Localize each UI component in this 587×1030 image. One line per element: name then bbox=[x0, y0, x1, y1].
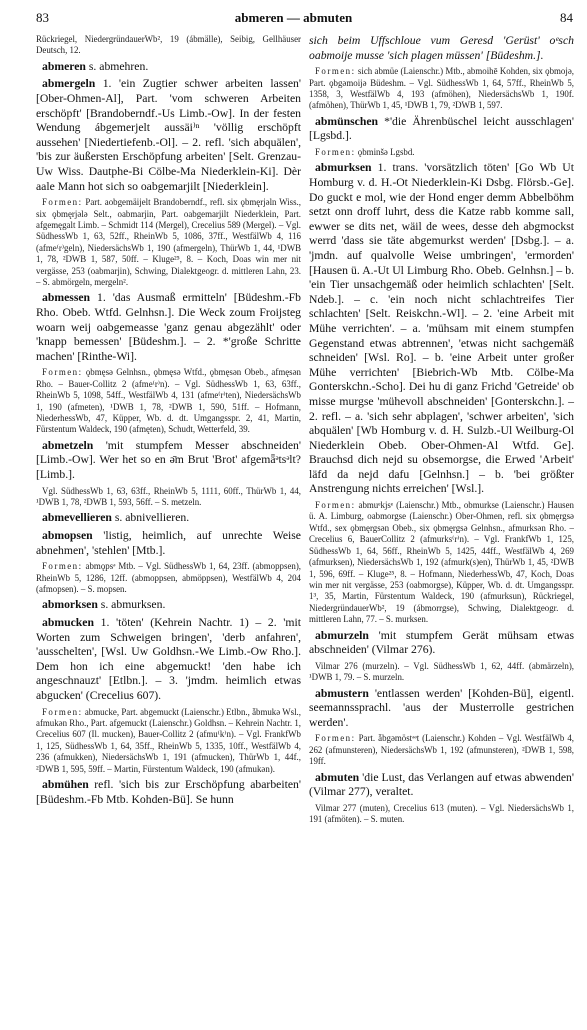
entry-definition: 1. trans. 'vorsätzlich töten' [Go Wb Ut Homburg v. d. H.-Ot Niederklein-Ki Dsbg. Flörsb.-Ge]. Do guckt e mol, wie der Hond enger demm Abbelböhm setzt onn droff luhrt, dess die Katze rabb komme sall, ewwer se dits net, wäil de wees, desse deh abgmockst werrd 'dass sie täte abgemurkst werden' [Dsbg.]. – a. 'jmdn. auf qualvolle Weise umbringen', 'ermorden' [Hausen ü. A.-Ut Ul Limburg Rho. Obeb. Gelnhsn.] – b. 'ein Tier unsachgemäß oder heimlich schlachten' [Selt. Ndeb.]. – c. 'ein noch nicht schlachtreifes Tier schlachten' [Selt. Reiskchn.-Wl]. – 2. 'eine Arbeit mit Mühe verrichten'. – a. 'mühsam mit einem stumpfen Gegenstand etwas abtrennen', 'etwas nicht sachgemäß schneiden' [Wsl. Ro]. – b. 'eine Arbeit unter großer Mühe verrichten' [Biebrich-Wb Mtb. Cölbe-Ma Gonterskchn.-Scho]. Dei hu di ganz Frichd 'Getreide' ob misse murgse 'mühevoll abschneiden' [Gonterskchn.]. – 2. refl. – a. 'sich sehr abplagen', 'schwer arbeiten', 'sich abquälen' [Wb Homburg v. d. H. Sulzb.-Ul Weilburg-Ol Niederklein Obeb. Ober-Ohmen-Al Wtfd. Ge]. Brauchsd dich nejd su obsemorgse, die Erwed 'Arbeit' läfd da nejd dafu [Gelnhsn.] – b. 'bei größter Anstrengung nichts erreichen' [Wsl.]. bbox=[309, 161, 574, 496]
forms-label: Formen: bbox=[42, 561, 83, 572]
dictionary-entry bbox=[36, 511, 301, 526]
dictionary-entry bbox=[36, 529, 301, 558]
page-header bbox=[0, 10, 587, 32]
forms-continuation: Rückriegel, NiedergründauerWb², 19 (ábmälle), Seibig, Gellhäuser Deutsch, 12. bbox=[36, 34, 301, 56]
forms-note bbox=[309, 733, 574, 767]
forms-note bbox=[36, 486, 301, 509]
dictionary-entry bbox=[36, 616, 301, 704]
forms-text: abmuᵉkjsᵉ (Laienschr.) Mtb., obmurkse (Laienschr.) Hausen ü. A. Limburg, oabmorgse (Laienschr.) Ober-Ohmen, refl. six ǫbmęrgsǝ Wtfd., sex ǫbmęrgsǝn Obeb., six ǫbmęrgsǝ Gelnhsn., afmurksǝn Rho. – Crecelius 6, BauerCollitz 2 (afmurks⁽r⁾n). – Vgl. FrankfWb 1, 125, SüdhessWb 1, 64, 56ff., RheinWb 5, 1425, 44ff., WestfälWb 4, 269 (afmurksen), NiedersächsWb 1, 192 (afmurk(s)en), ThürWb 1, 45, ²DWB 1, 596, 69ff. – Kluge²⁵, 8. – Hofmann, NiederhessWb, 47, Koch, Doas win mer nit vergässe, 253 (oabmorgse), Küpper, Wb. d. dt. Umgangsspr. 1³, 35, Martin, Fürstentum Waldeck, 190 (afmurksun), Rückriegel, NiedergründauerWb², 19 (ábmorrgse), Schwing, Dialektgeogr. d. mittleren Lahn, 77. – S. murksen. bbox=[309, 500, 574, 625]
running-headwords: abmeren — abmuten bbox=[234, 10, 353, 25]
dictionary-entry bbox=[36, 77, 301, 194]
forms-label: Formen: bbox=[315, 733, 356, 744]
entry-definition: 'entlassen werden' [Kohden-Bü], eigentl. seemannssprachl. 'aus der Musterrolle gestrichen werden'. bbox=[309, 686, 574, 729]
right-column bbox=[309, 34, 574, 829]
entry-definition: 'mit stumpfem Messer abschneiden' [Limb.-Ow]. Wer het so en ǝ̄m Brut 'Brot' afgemǟᵊtsᵊlt? [Limb.]. bbox=[36, 438, 301, 481]
left-column bbox=[36, 34, 301, 810]
dictionary-entry bbox=[36, 291, 301, 364]
entry-definition: 'die Lust, das Verlangen auf etwas abwenden' (Vilmar 277), veraltet. bbox=[309, 770, 574, 799]
forms-note bbox=[309, 661, 574, 684]
forms-text: Vilmar 277 (muten), Crecelius 613 (muten). – Vgl. NiedersächsWb 1, 191 (afmöten). – S. muten. bbox=[309, 802, 574, 825]
forms-text: sich abmüe (Laienschr.) Mtb., abmoihē Kohden, six ǫbmojǝ, Part. ǫbgǝmoijǝ Büdeshm. – Vgl. SüdhessWb 1, 64, 57ff., RheinWb 5, 1358, 3, WestfälWb 4, 193 (afmöhen), NiedersächsWb 1, 190f. (afmöhen), ThürWb 1, 45, ¹DWB 1, 79, ²DWB 1, 597. bbox=[309, 66, 574, 111]
dictionary-entry bbox=[36, 778, 301, 807]
dictionary-entry bbox=[309, 629, 574, 658]
forms-text: ǫbminšǝ Lgsbd. bbox=[355, 147, 415, 157]
entry-definition: *'die Ährenbüschel leicht ausschlagen' [Lgsbd.]. bbox=[309, 114, 574, 143]
forms-text: Vgl. SüdhessWb 1, 63, 63ff., RheinWb 5, 1111, 60ff., ThürWb 1, 44, ¹DWB 1, 78, ²DWB 1, 593, 56ff. – S. metzeln. bbox=[36, 485, 301, 507]
forms-label: Formen: bbox=[315, 147, 356, 157]
headword: abmünschen bbox=[315, 114, 379, 128]
dictionary-entry bbox=[36, 598, 301, 613]
continuation-text: sich beim Uffschloue vum Geresd 'Gerüst' oᵉsch oabmoije musse 'sich plagen müssen' [Büdeshm.]. bbox=[309, 34, 574, 62]
forms-text: abmǫpsᵊ Mtb. – Vgl. SüdhessWb 1, 64, 23ff. (abmoppsen), RheinWb 5, 1286, 12ff. (abmoppsen, abmöppsen), WestfälWb 4, 204 (afmopsen). – S. mopsen. bbox=[36, 561, 301, 594]
headword: abmurksen bbox=[315, 161, 372, 175]
headword: abmergeln bbox=[42, 77, 96, 91]
entry-definition: 'mit stumpfem Gerät mühsam etwas abschneiden' (Vilmar 276). bbox=[309, 628, 574, 657]
headword: abmuten bbox=[315, 770, 360, 784]
entry-definition: refl. 'sich bis zur Erschöpfung abarbeiten' [Büdeshm.-Fb Mtb. Kohden-Bü]. Se hunn bbox=[36, 778, 301, 806]
dictionary-entry bbox=[36, 60, 301, 75]
dictionary-entry bbox=[36, 439, 301, 483]
forms-note bbox=[36, 367, 301, 435]
entry-definition: 'listig, heimlich, auf unrechte Weise abnehmen', 'stehlen' [Mtb.]. bbox=[36, 529, 301, 557]
page-number-right: 84 bbox=[560, 10, 573, 25]
forms-text: Vilmar 276 (murzeln). – Vgl. SüdhessWb 1, 62, 44ff. (abmärzeln), ¹DWB 1, 79. – S. murzeln. bbox=[309, 660, 574, 683]
forms-note bbox=[36, 707, 301, 775]
headword: abmucken bbox=[42, 616, 94, 629]
headword: abmevellieren bbox=[42, 511, 112, 525]
headword: abmessen bbox=[42, 291, 91, 305]
headword: abmetzeln bbox=[42, 438, 94, 452]
headword: abmühen bbox=[42, 778, 89, 791]
forms-note bbox=[309, 803, 574, 826]
forms-note bbox=[309, 500, 574, 625]
headword: abmopsen bbox=[42, 529, 93, 542]
dictionary-entry bbox=[309, 161, 574, 497]
entry-definition: s. abnivellieren. bbox=[111, 511, 190, 525]
forms-label: Formen: bbox=[315, 500, 356, 511]
forms-text: Part. ǡbgǝmöstᵊᵊt (Laienschr.) Kohden – Vgl. WestfälWb 4, 262 (afmunsteren), NiedersächsWb 1, 192 (afmunsteren), ²DWB 1, 598, 19ff. bbox=[309, 733, 574, 767]
forms-text: abmucke, Part. abgemuckt (Laienschr.) Etlbn., ǡbmukǝ Wsl., afmukǝn Rho., Part. afgemuckt (Laienschr.) Goldhsn. – Kehrein Nachtr. 1, Crecelius 607 (Il. mucken), Bauer-Collitz 2 (afmu⁽k⁾n). – Vgl. FrankfWb 1, 125, SüdhessWb 1, 64, 35ff., RheinWb 5, 1335, 10ff., WestfälWb 4, 236 (afmukken), NiedersächsWb 1, 191 (afmucken), ThürWb 1, 44f., ²DWB 1, 595, 59ff. – Martin, Fürstentum Waldeck, 190 (afmukǝn). bbox=[36, 706, 301, 774]
dictionary-entry bbox=[309, 687, 574, 731]
forms-label: Formen: bbox=[42, 197, 83, 208]
forms-note bbox=[36, 197, 301, 288]
entry-definition: 1. 'töten' (Kehrein Nachtr. 1) – 2. 'mit Worten zum Schweigen bringen', 'derb anfahren', 'ausschelten', [Wsl. Uw Goldhsn.-We Limb.-Ow Rho.]. Dem hon ich eine abgemuckt! 'den habe ich angeschnauzt' [Etlbn.]. – 3. 'jmdm. heimlich etwas abgucken' (Crecelius 607). bbox=[36, 616, 301, 702]
forms-text: Part. aobgemäijelt Brandoberndf., refl. six ǫbmęrjǝln Wiss., six ǫbmęrjǝlǝ Selt., oabmarjin, Part. oabgemarjilt Niederklein, Part. afgemęgalt Limb. – Schmidt 114 (Mergel), Crecelius 589 (Mergel). – Vgl. SüdhessWb 1, 63, 52ff., RheinWb 5, 1086, 37ff., WestfälWb 4, 116 (afme⁽r⁾geln), NiedersächsWb 1, 190 (afmergeln), ThürWb 1, 44, ¹DWB 1, 78, ²DWB 1, 587, 50ff. – Kluge²⁵, 8. – Koch, Doas win mer nit vergässe, 253 (oabmarjin), Schwing, Dialektgeogr. d. mittleren Lahn, 23. – S. abmörgeln, mergeln². bbox=[36, 197, 301, 287]
headword: abmustern bbox=[315, 686, 369, 700]
forms-note bbox=[309, 66, 574, 112]
headword: abmurzeln bbox=[315, 628, 369, 642]
entry-definition: s. abmurksen. bbox=[97, 598, 166, 612]
headword: abmorksen bbox=[42, 598, 98, 612]
entry-definition: s. abmehren. bbox=[85, 59, 149, 73]
dictionary-entry bbox=[309, 771, 574, 800]
forms-label: Formen: bbox=[315, 66, 356, 77]
forms-note bbox=[36, 561, 301, 595]
page-number-left: 83 bbox=[36, 10, 49, 25]
entry-continuation bbox=[309, 34, 574, 63]
forms-label: Formen: bbox=[42, 367, 83, 378]
forms-label: Formen: bbox=[42, 706, 83, 717]
headword: abmeren bbox=[42, 59, 86, 73]
entry-definition: 1. 'ein Zugtier schwer arbeiten lassen' [Ober-Ohmen-Al], Part. 'vom schweren Arbeiten erschöpft' [Brandoberndf.-Us Limb.-Ow]. In der festen Wendung ábgemerjelt aussäi⁾ⁿ 'völlig erschöpft aussehen' [Niedertiefenb.-Ol]. – 2. refl. 'sich abquälen', 'bis zur äußersten Erschöpfung arbeiten' [Selt. Grenzau-Uw Wiss. Dautphe-Bi Cölbe-Ma Niederklein-Ki]. Dèr aale Mann hot sich so oabgemarjilt [Niederklein]. bbox=[36, 77, 301, 193]
forms-text: ǫbmęsǝ Gelnhsn., ǫbmęsǝ Wtfd., ǫbmęsǝn Obeb., afmęsǝn Rho. – Bauer-Collitz 2 (afme⁽r⁾n). – Vgl. SüdhessWb 1, 63, 63ff., RheinWb 5, 1098, 54ff., WestfälWb 4, 131 (afme⁽r⁾ten), NiedersächsWb 1, 190 (afmeten), ¹DWB 1, 78, ²DWB 1, 590, 51ff. – Hofmann, NiederhessWb, 47, Küpper, Wb. d. dt. Umgangsspr. 2, 41, Martin, Fürstentum Waldeck, 190 (afmęten), Schudt, Wetterfeld, 39. bbox=[36, 367, 301, 435]
forms-note bbox=[309, 147, 574, 158]
dictionary-entry bbox=[309, 115, 574, 144]
entry-definition: 1. 'das Ausmaß ermitteln' [Büdeshm.-Fb Rho. Obeb. Wtfd. Gelnhsn.]. Die Weck zoum Froijsteg woarn weij oabgemeasse 'ganz genau abgezählt' oder 'knapp bemessen' [Büdeshm.]. – 2. *'große Schritte machen' [Rinthe-Wi]. bbox=[36, 291, 301, 363]
